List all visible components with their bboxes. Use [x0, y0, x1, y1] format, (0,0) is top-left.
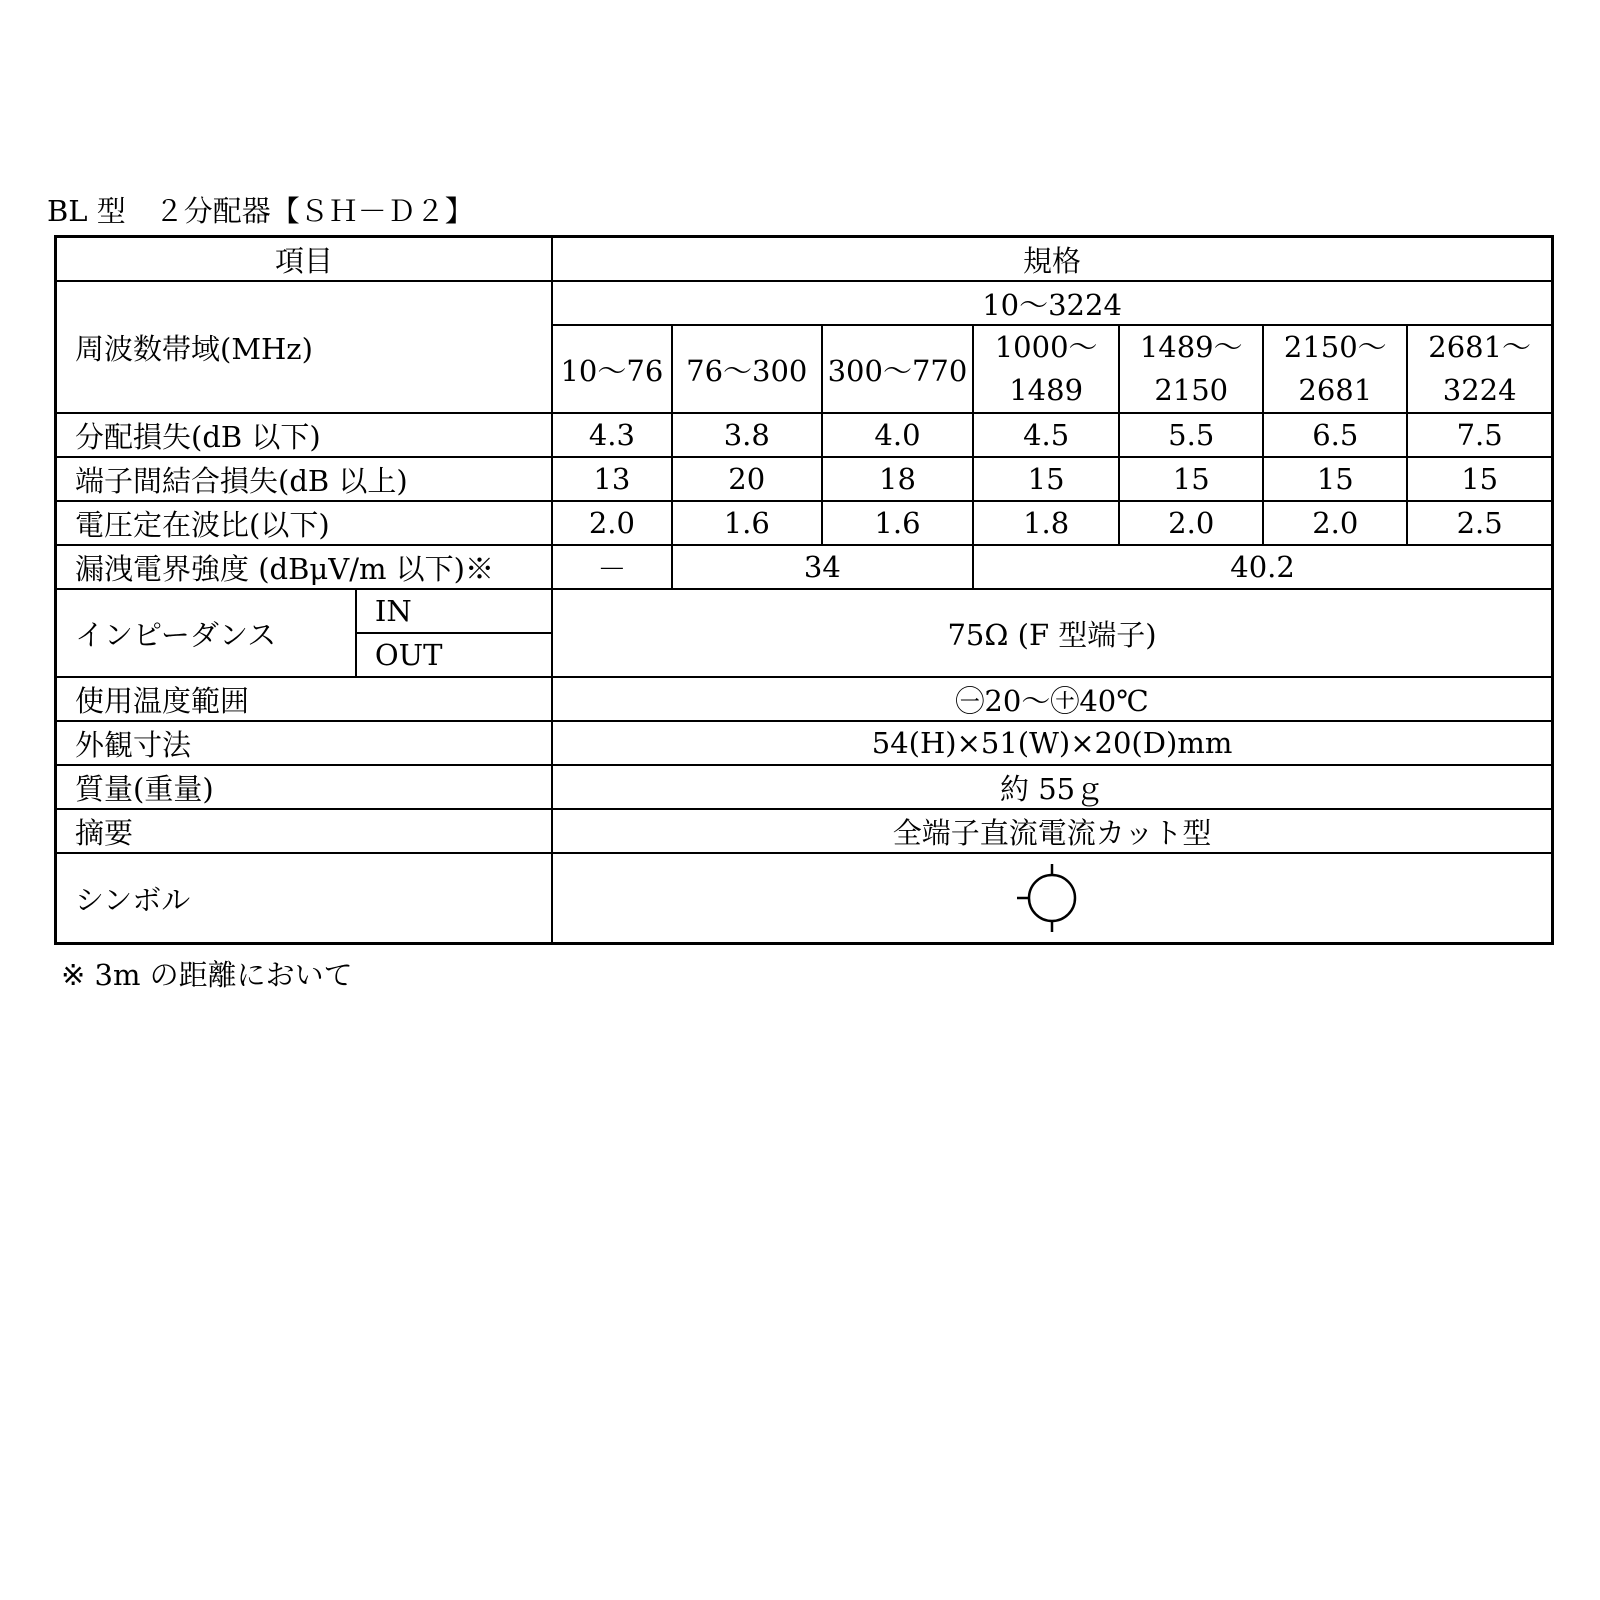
band-cell: 2150～ 2681 [1263, 325, 1407, 413]
band-cell: 76～300 [672, 325, 822, 413]
leak-value: － [552, 545, 672, 589]
coupling-label: 端子間結合損失(dB 以上) [56, 457, 553, 501]
leak-value: 34 [672, 545, 973, 589]
dimensions-row [56, 721, 1553, 765]
coupling-value: 13 [552, 457, 672, 501]
band-cell: 10～76 [552, 325, 672, 413]
vswr-value: 2.0 [1263, 501, 1407, 545]
frequency-range: 10～3224 [552, 281, 1552, 325]
footnote: ※ 3m の距離において [61, 958, 353, 992]
temperature-value: ㊀20～㊉40℃ [552, 677, 1552, 721]
vswr-value: 2.0 [1119, 501, 1263, 545]
temperature-label: 使用温度範囲 [56, 677, 553, 721]
coupling-value: 15 [973, 457, 1119, 501]
vswr-value: 1.6 [672, 501, 822, 545]
vswr-label: 電圧定在波比(以下) [56, 501, 553, 545]
loss-value: 4.5 [973, 413, 1119, 457]
frequency-label: 周波数帯域(MHz) [56, 281, 553, 413]
leak-row [56, 545, 1553, 589]
leak-value: 40.2 [973, 545, 1552, 589]
mass-row [56, 765, 1553, 809]
vswr-value: 1.8 [973, 501, 1119, 545]
coupling-value: 18 [822, 457, 973, 501]
symbol-label: シンボル [56, 853, 553, 944]
vswr-value: 2.0 [552, 501, 672, 545]
loss-value: 3.8 [672, 413, 822, 457]
dimensions-value: 54(H)×51(W)×20(D)mm [552, 721, 1552, 765]
impedance-in-row [56, 589, 1553, 633]
leak-label: 漏洩電界強度 (dBμV/m 以下)※ [56, 545, 553, 589]
impedance-label: インピーダンス [56, 589, 356, 677]
spec-table [54, 235, 1554, 945]
summary-label: 摘要 [56, 809, 553, 853]
header-item: 項目 [56, 237, 553, 282]
coupling-value: 15 [1263, 457, 1407, 501]
coupling-row [56, 457, 1553, 501]
temperature-row [56, 677, 1553, 721]
loss-value: 4.3 [552, 413, 672, 457]
splitter-symbol-icon [1012, 858, 1092, 938]
mass-label: 質量(重量) [56, 765, 553, 809]
impedance-out-label: OUT [356, 633, 552, 677]
coupling-value: 20 [672, 457, 822, 501]
header-row [56, 237, 1553, 282]
loss-value: 5.5 [1119, 413, 1263, 457]
band-cell: 300～770 [822, 325, 973, 413]
loss-value: 7.5 [1407, 413, 1552, 457]
band-cell: 1489～ 2150 [1119, 325, 1263, 413]
frequency-range-row [56, 281, 1553, 325]
document-title: BL 型 ２分配器【ＳＨ－Ｄ２】 [47, 194, 474, 228]
symbol-row [56, 853, 1553, 944]
dimensions-label: 外観寸法 [56, 721, 553, 765]
summary-value: 全端子直流電流カット型 [552, 809, 1552, 853]
symbol-cell [552, 853, 1552, 944]
coupling-value: 15 [1407, 457, 1552, 501]
loss-value: 6.5 [1263, 413, 1407, 457]
loss-label: 分配損失(dB 以下) [56, 413, 553, 457]
mass-value: 約 55ｇ [552, 765, 1552, 809]
vswr-value: 2.5 [1407, 501, 1552, 545]
vswr-row [56, 501, 1553, 545]
band-cell: 1000～ 1489 [973, 325, 1119, 413]
coupling-value: 15 [1119, 457, 1263, 501]
vswr-value: 1.6 [822, 501, 973, 545]
impedance-in-label: IN [356, 589, 552, 633]
loss-value: 4.0 [822, 413, 973, 457]
summary-row [56, 809, 1553, 853]
loss-row [56, 413, 1553, 457]
band-cell: 2681～ 3224 [1407, 325, 1552, 413]
header-spec: 規格 [552, 237, 1552, 282]
impedance-value: 75Ω (F 型端子) [552, 589, 1552, 677]
